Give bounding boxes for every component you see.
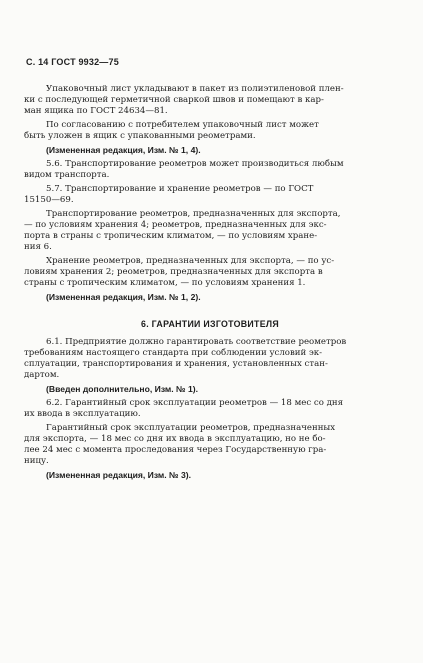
text-line: ман ящика по ГОСТ 24634—81. xyxy=(24,106,168,116)
text-line: их ввода в эксплуатацию. xyxy=(24,409,141,419)
paragraph xyxy=(24,145,396,156)
amendment-note: (Введен дополнительно, Изм. № 1). xyxy=(46,384,199,394)
paragraph xyxy=(24,84,396,117)
page-header: С. 14 ГОСТ 9932—75 xyxy=(26,57,119,67)
section-5-continued xyxy=(24,84,396,303)
text-line: страны с тропическим климатом, — по условиям хранения 1. xyxy=(24,278,306,288)
paragraph xyxy=(24,209,396,253)
text-line: для экспорта, — 18 мес со дня их ввода в эксплуатацию, но не бо- xyxy=(24,434,326,444)
paragraph xyxy=(24,337,396,381)
text-line: 5.7. Транспортирование и хранение реометров — по ГОСТ xyxy=(46,184,314,194)
text-line: 6.2. Гарантийный срок эксплуатации реометров — 18 мес со дня xyxy=(46,398,344,408)
amendment-note: (Измененная редакция, Изм. № 3). xyxy=(46,470,192,480)
text-line: порта в страны с тропическим климатом, — по условиям хране- xyxy=(24,231,318,241)
paragraph xyxy=(24,292,396,303)
paragraph xyxy=(24,423,396,467)
text-line: ловиям хранения 2; реометров, предназначенных для экспорта в xyxy=(24,267,323,277)
text-line: лее 24 мес с момента проследования через Государственную гра- xyxy=(24,445,327,455)
text-line: видом транспорта. xyxy=(24,170,110,180)
paragraph xyxy=(24,256,396,289)
text-line: быть уложен в ящик с упакованными реометрами. xyxy=(24,131,256,141)
text-line: По согласованию с потребителем упаковочный лист может xyxy=(46,120,319,130)
text-line: сплуатации, транспортирования и хранения, установленных стан- xyxy=(24,359,328,369)
text-line: Транспортирование реометров, предназначенных для экспорта, xyxy=(46,209,341,219)
text-line: — по условиям хранения 4; реометров, предназначенных для экс- xyxy=(24,220,327,230)
document-body xyxy=(24,84,396,481)
paragraph xyxy=(24,184,396,206)
amendment-note: (Измененная редакция, Изм. № 1, 2). xyxy=(46,292,201,302)
text-line: 6.1. Предприятие должно гарантировать соответствие реометров xyxy=(46,337,347,347)
section-6 xyxy=(24,337,396,481)
text-line: 15150—69. xyxy=(24,195,74,205)
paragraph xyxy=(24,470,396,481)
paragraph xyxy=(24,384,396,395)
text-line: Упаковочный лист укладывают в пакет из полиэтиленовой плен- xyxy=(46,84,344,94)
text-line: Хранение реометров, предназначенных для экспорта, — по ус- xyxy=(46,256,335,266)
text-line: требованиям настоящего стандарта при соблюдении условий эк- xyxy=(24,348,323,358)
amendment-note: (Измененная редакция, Изм. № 1, 4). xyxy=(46,145,201,155)
text-line: Гарантийный срок эксплуатации реометров, предназначенных xyxy=(46,423,336,433)
text-line: дартом. xyxy=(24,370,60,380)
paragraph xyxy=(24,398,396,420)
text-line: 5.6. Транспортирование реометров может производиться любым xyxy=(46,159,344,169)
paragraph xyxy=(24,159,396,181)
text-line: ницу. xyxy=(24,456,49,466)
text-line: ния 6. xyxy=(24,242,52,252)
text-line: ки с последующей герметичной сваркой швов и помещают в кар- xyxy=(24,95,324,105)
paragraph xyxy=(24,120,396,142)
section-heading: 6. ГАРАНТИИ ИЗГОТОВИТЕЛЯ xyxy=(141,319,279,329)
